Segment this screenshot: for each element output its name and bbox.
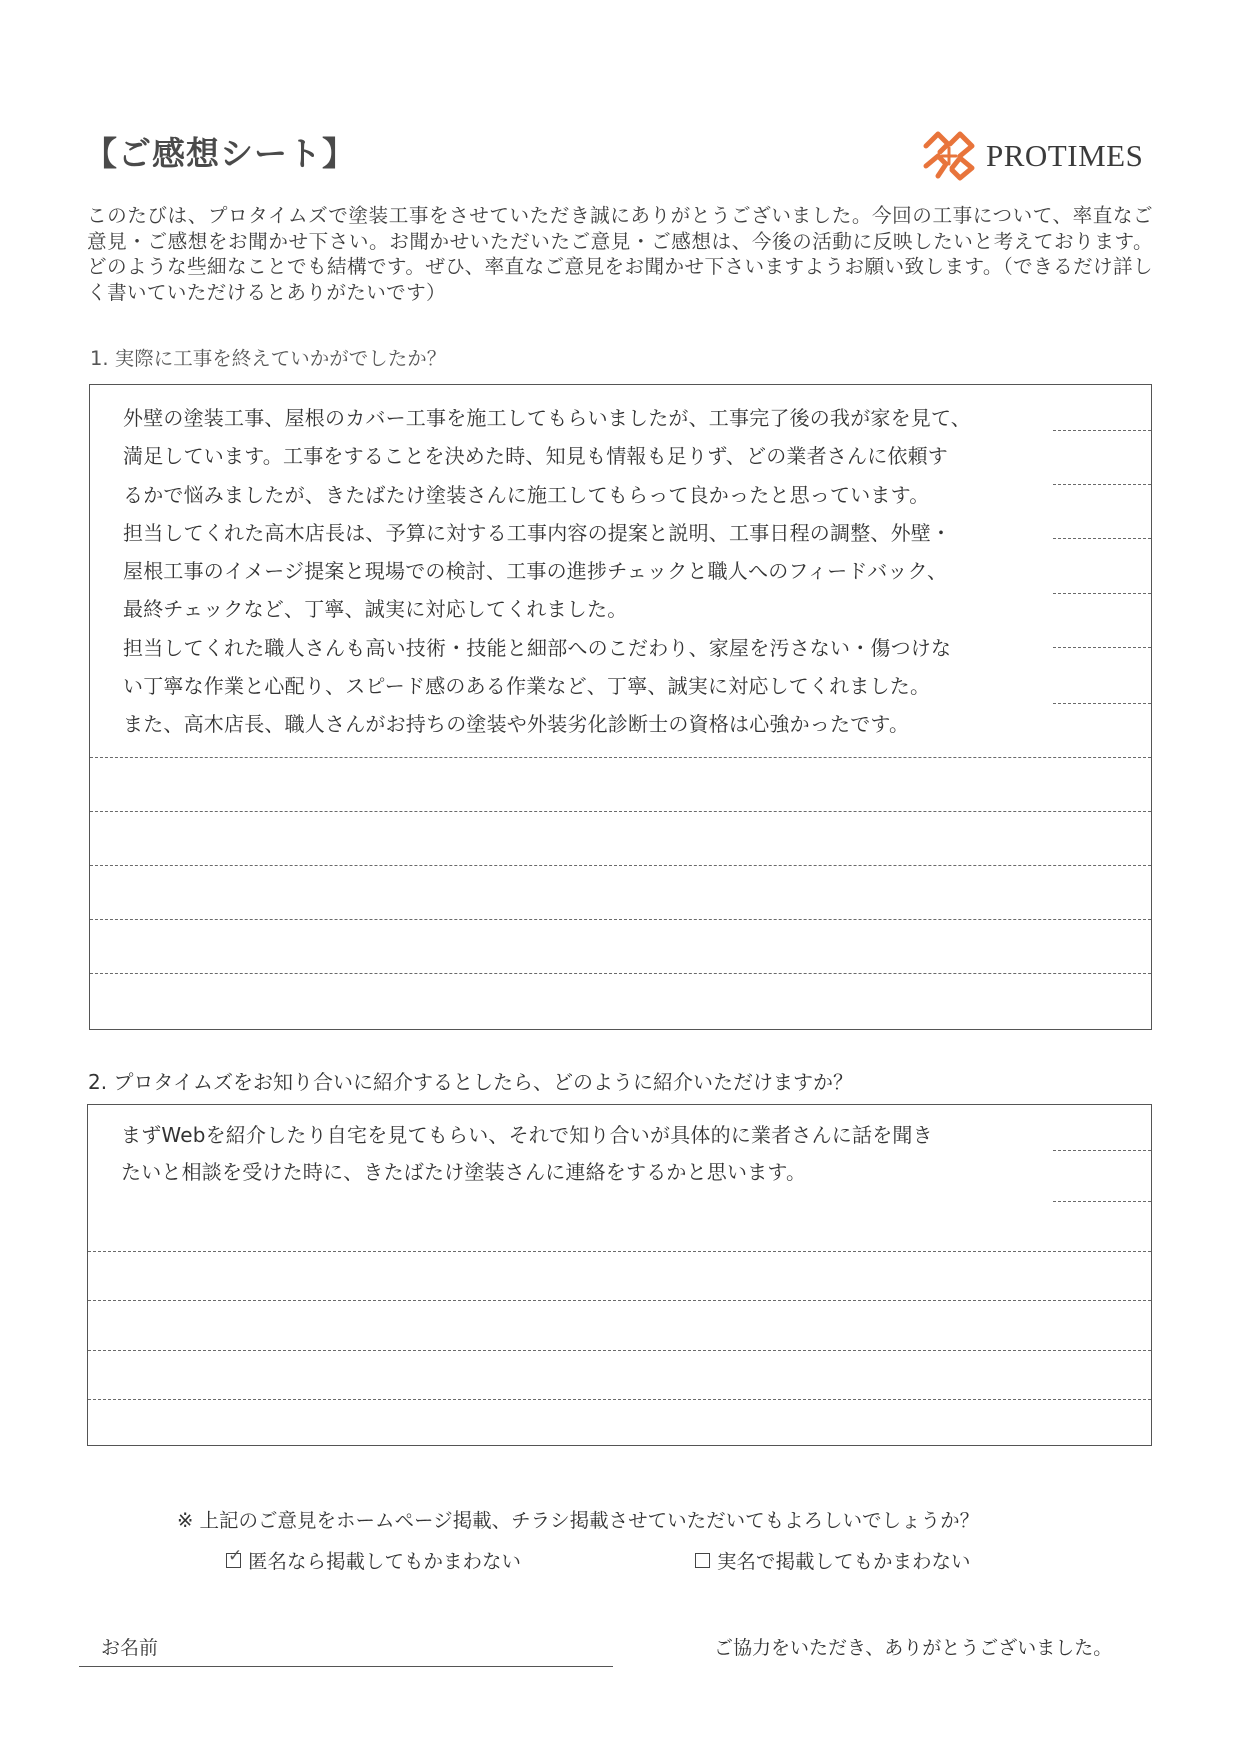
ruled-line [1053, 430, 1151, 431]
answer-line: るかで悩みましたが、きたばたけ塗装さんに施工してもらって良かったと思っています。 [123, 482, 930, 507]
consent-option-real-name[interactable] [695, 1546, 971, 1574]
intro-paragraph: このたびは、プロタイムズで塗装工事をさせていただき誠にありがとうございました。今回の工事について、率直なご意見・ご感想をお聞かせ下さい。お聞かせいただいたご意見・ご感想は、今後の活動に反映したいと考えております。どのような些細なことでも結構です。ぜひ、率直なご意見をお聞かせ下さいますようお願い致します。（できるだけ詳しく書いていただけるとありがたいです） [87, 204, 1153, 304]
question-2-label: 2. プロタイムズをお知り合いに紹介するとしたら、どのように紹介いただけますか？ [88, 1070, 854, 1094]
ruled-line [88, 1251, 1151, 1252]
checkbox-anonymous[interactable] [226, 1545, 243, 1568]
ruled-line [1053, 703, 1151, 704]
consent-question: ※ 上記のご意見をホームページ掲載、チラシ掲載させていただいてもよろしいでしょうか？ [177, 1509, 980, 1532]
ruled-line [1053, 1201, 1151, 1202]
name-label: お名前 [101, 1637, 159, 1659]
answer-line: 外壁の塗装工事、屋根のカバー工事を施工してもらいましたが、工事完了後の我が家を見て、 [123, 406, 971, 430]
ruled-line [90, 811, 1151, 812]
checkbox-real-name[interactable] [695, 1553, 710, 1568]
question-1-label: 1. 実際に工事を終えていかがでしたか？ [90, 347, 447, 370]
thank-you-message: ご協力をいただき、ありがとうございました。 [714, 1637, 1113, 1659]
ruled-line [88, 1300, 1151, 1301]
logo-text: PROTIMES [986, 138, 1144, 173]
consent-option-label: 実名で掲載してもかまわない [717, 1550, 971, 1573]
question-2-answer-text [121, 1117, 933, 1191]
answer-line: 担当してくれた職人さんも高い技術・技能と細部へのこだわり、家屋を汚さない・傷つけな [123, 635, 952, 660]
answer-line: 屋根工事のイメージ提案と現場での検討、工事の進捗チェックと職人へのフィードバック、 [123, 559, 948, 584]
ruled-line [1053, 538, 1151, 539]
answer-line: まずWebを紹介したり自宅を見てもらい、それで知り合いが具体的に業者さんに話を聞き [121, 1123, 933, 1147]
answer-line: 担当してくれた高木店長は、予算に対する工事内容の提案と説明、工事日程の調整、外壁・ [123, 520, 952, 545]
question-1-answer-box[interactable] [89, 384, 1152, 1030]
checkmark-icon: ✓ [228, 1545, 243, 1566]
protimes-logo [918, 128, 1158, 184]
ruled-line [1053, 1150, 1151, 1151]
ruled-line [1053, 593, 1151, 594]
ruled-line [90, 757, 1151, 758]
answer-line: たいと相談を受けた時に、きたばたけ塗装さんに連絡をするかと思います。 [121, 1160, 807, 1184]
consent-option-anonymous[interactable] [226, 1546, 521, 1574]
answer-line: また、高木店長、職人さんがお持ちの塗装や外装劣化診断士の資格は心強かったです。 [123, 712, 910, 737]
ruled-line [1053, 484, 1151, 485]
answer-line: い丁寧な作業と心配り、スピード感のある作業など、丁寧、誠実に対応してくれました。 [123, 674, 931, 699]
ruled-line [90, 919, 1151, 920]
question-1-answer-text [123, 399, 971, 744]
question-2-answer-box[interactable] [87, 1104, 1152, 1446]
consent-option-label: 匿名なら掲載してもかまわない [248, 1550, 522, 1573]
name-input-line[interactable] [79, 1666, 613, 1667]
ruled-line [90, 865, 1151, 866]
protimes-cross-logo-icon [918, 128, 980, 184]
answer-line: 満足しています。工事をすることを決めた時、知見も情報も足りず、どの業者さんに依頼す [123, 444, 948, 469]
answer-line: 最終チェックなど、丁寧、誠実に対応してくれました。 [123, 597, 628, 622]
ruled-line [90, 973, 1151, 974]
sheet-title: 【ご感想シート】 [84, 134, 356, 173]
ruled-line [88, 1350, 1151, 1351]
ruled-line [88, 1399, 1151, 1400]
ruled-line [1053, 647, 1151, 648]
